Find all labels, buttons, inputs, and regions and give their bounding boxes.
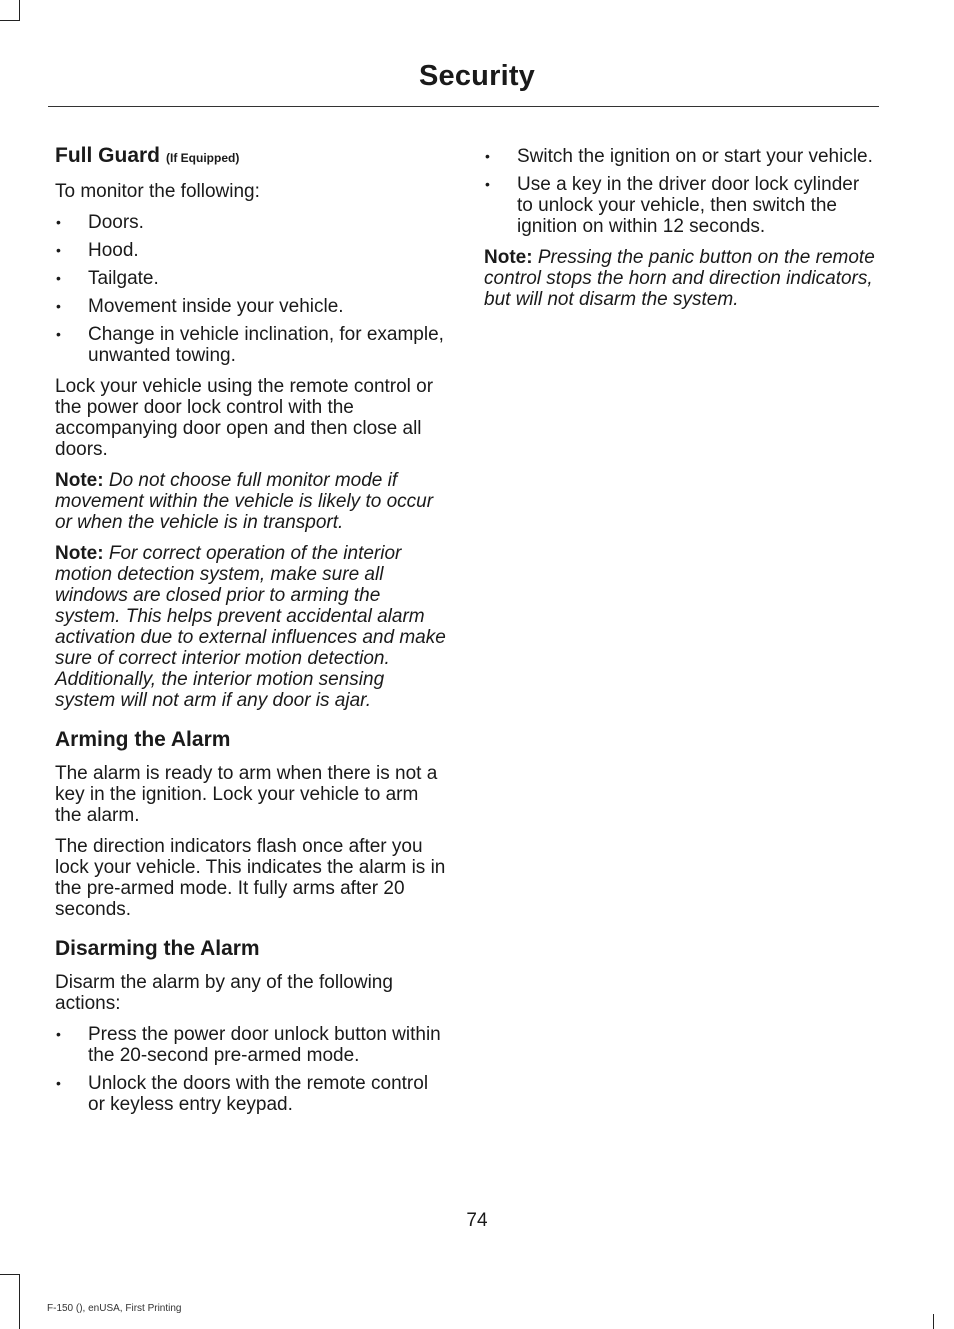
list-item: [55, 296, 447, 317]
list-item-text: Hood.: [88, 240, 139, 261]
bullet-icon: •: [56, 242, 61, 258]
page-title: Security: [418, 60, 536, 92]
crop-mark: [933, 1314, 934, 1329]
disarming-heading: Disarming the Alarm: [55, 937, 260, 960]
list-item: [55, 324, 447, 366]
note-panic-button: [484, 247, 876, 310]
arming-paragraph-2: The direction indicators flash once after you lock your vehicle. This indicates the alarm is in the pre-armed mode. It fully arms after 20 seconds.: [55, 836, 446, 920]
list-item: [55, 268, 447, 289]
arming-heading: Arming the Alarm: [55, 728, 231, 751]
note-text: Pressing the panic button on the remote control stops the horn and direction indicators, but will not disarm the system.: [484, 247, 875, 310]
right-column: [484, 146, 876, 320]
crop-mark: [19, 0, 20, 20]
list-item-text: Movement inside your vehicle.: [88, 296, 344, 317]
list-item: [55, 1073, 447, 1115]
list-item-text: Unlock the doors with the remote control or keyless entry keypad.: [88, 1073, 429, 1115]
if-equipped-qualifier: (If Equipped): [166, 151, 240, 165]
note-motion-detection: [55, 543, 447, 711]
disarm-list: [55, 1024, 447, 1115]
full-guard-heading-text: Full Guard: [55, 144, 160, 167]
bullet-icon: •: [56, 1026, 61, 1042]
list-item: [484, 146, 876, 167]
bullet-icon: •: [485, 148, 490, 164]
note-text: For correct operation of the interior motion detection system, make sure all windows are closed prior to arming the system. This helps prevent accidental alarm activation due to external influences and make sure of correct interior motion detection. Additionally, the interior motion sensing system will not arm if any door is ajar.: [55, 543, 446, 711]
list-item-text: Press the power door unlock button within the 20-second pre-armed mode.: [88, 1024, 441, 1066]
bullet-icon: •: [56, 214, 61, 230]
note-label: Note:: [484, 247, 533, 268]
bullet-icon: •: [485, 176, 490, 192]
list-item: [55, 1024, 447, 1066]
list-item: [55, 212, 447, 233]
list-item: [484, 174, 876, 237]
list-item-text: Switch the ignition on or start your vehicle.: [517, 146, 873, 167]
crop-mark: [19, 1274, 20, 1329]
list-item-text: Tailgate.: [88, 268, 159, 289]
crop-mark: [0, 20, 20, 21]
arming-paragraph-1: The alarm is ready to arm when there is not a key in the ignition. Lock your vehicle to arm the alarm.: [55, 763, 438, 826]
title-rule: [48, 106, 879, 107]
note-label: Note:: [55, 543, 104, 564]
crop-mark: [0, 1274, 20, 1275]
full-guard-heading: [55, 143, 447, 171]
note-label: Note:: [55, 470, 104, 491]
bullet-icon: •: [56, 1075, 61, 1091]
disarming-intro: Disarm the alarm by any of the following actions:: [55, 972, 393, 1014]
list-item: [55, 240, 447, 261]
monitor-list: [55, 212, 447, 366]
list-item-text: Doors.: [88, 212, 144, 233]
bullet-icon: •: [56, 326, 61, 342]
page-number: 74: [466, 1210, 488, 1231]
list-item-text: Use a key in the driver door lock cylinder to unlock your vehicle, then switch the ignition on within 12 seconds.: [517, 174, 860, 237]
list-item-text: Change in vehicle inclination, for example, unwanted towing.: [88, 324, 444, 366]
bullet-icon: •: [56, 298, 61, 314]
note-transport: [55, 470, 447, 533]
note-text: Do not choose full monitor mode if movement within the vehicle is likely to occur or when the vehicle is in transport.: [55, 470, 434, 533]
disarm-list-continued: [484, 146, 876, 237]
bullet-icon: •: [56, 270, 61, 286]
left-column: [55, 143, 447, 1125]
lock-paragraph: Lock your vehicle using the remote control or the power door lock control with the accompanying door open and then close all doors.: [55, 376, 434, 460]
monitor-intro: To monitor the following:: [55, 181, 260, 202]
footer-text: F-150 (), enUSA, First Printing: [47, 1303, 182, 1314]
